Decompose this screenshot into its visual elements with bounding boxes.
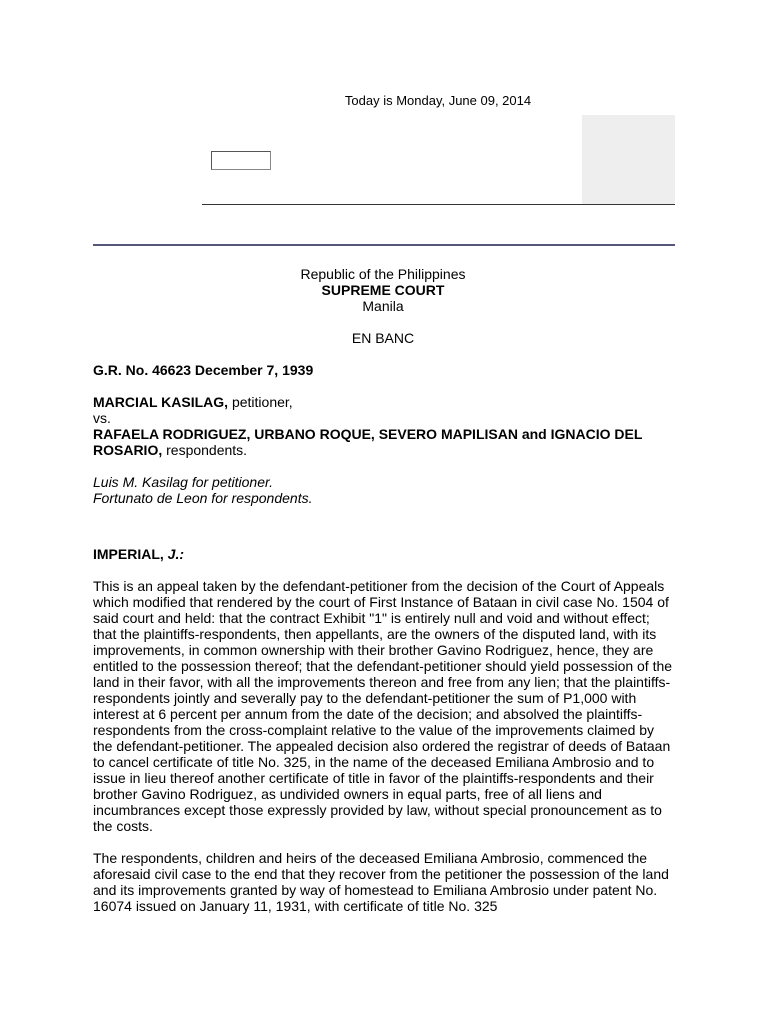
header-divider	[202, 204, 675, 205]
counsel-respondents: Fortunato de Leon for respondents.	[93, 490, 313, 506]
petitioner-name: MARCIAL KASILAG,	[93, 394, 229, 410]
respondents-names: RAFAELA RODRIGUEZ, URBANO ROQUE, SEVERO MAPILISAN and IGNACIO DEL ROSARIO,	[93, 426, 643, 458]
petitioner-role: petitioner,	[228, 394, 293, 410]
search-input[interactable]	[211, 151, 271, 170]
author-title: J.:	[167, 546, 185, 562]
court-city: Manila	[362, 298, 404, 314]
petitioner-line	[93, 394, 673, 410]
respondents-role: respondents.	[162, 442, 248, 458]
court-header	[93, 266, 673, 346]
division: EN BANC	[351, 330, 415, 346]
counsel-petitioner: Luis M. Kasilag for petitioner.	[93, 474, 274, 490]
opinion-paragraph-2: The respondents, children and heirs of the deceased Emiliana Ambrosio, commenced the aforesaid civil case to the end that they recover from the petitioner the possession of the land and its improvements granted by way of homestead to Emiliana Ambrosio under patent No. 16074 issued on January 11, 1931, with certificate of title No. 325	[93, 850, 669, 914]
court-name: SUPREME COURT	[321, 282, 445, 298]
date-line: Today is Monday, June 09, 2014	[344, 93, 532, 108]
versus: vs.	[93, 410, 111, 426]
opinion-author	[93, 546, 673, 562]
respondents-line	[93, 426, 673, 458]
author-name: IMPERIAL,	[93, 546, 168, 562]
opinion-paragraph-1: This is an appeal taken by the defendant-petitioner from the decision of the Court of Appeals which modified that rendered by the court of First Instance of Bataan in civil case No. 1504 of said court and held: that the contract Exhibit "1" is entirely null and void and without effect; that the plaintiffs-respondents, then appellants, are the owners of the disputed land, with its improvements, in common ownership with their brother Gavino Rodriguez, hence, they are entitled to the possession thereof; that the defendant-petitioner should yield possession of the land in their favor, with all the improvements thereon and free from any lien; that the plaintiffs-respondents jointly and severally pay to the defendant-petitioner the sum of P1,000 with interest at 6 percent per annum from the date of the decision; and absolved the plaintiffs-respondents from the cross-complaint relative to the value of the improvements claimed by the defendant-petitioner. The appealed decision also ordered the registrar of deeds of Bataan to cancel certificate of title No. 325, in the name of the deceased Emiliana Ambrosio and to issue in lieu thereof another certificate of title in favor of the plaintiffs-respondents and their brother Gavino Rodriguez, as undivided owners in equal parts, free of all liens and incumbrances except those expressly provided by law, without special pronouncement as to the costs.	[93, 578, 673, 834]
gr-number: G.R. No. 46623 December 7, 1939	[93, 362, 314, 378]
ad-placeholder	[582, 115, 675, 204]
republic-line: Republic of the Philippines	[300, 266, 466, 282]
document-body	[93, 266, 673, 914]
content-divider	[93, 244, 675, 246]
